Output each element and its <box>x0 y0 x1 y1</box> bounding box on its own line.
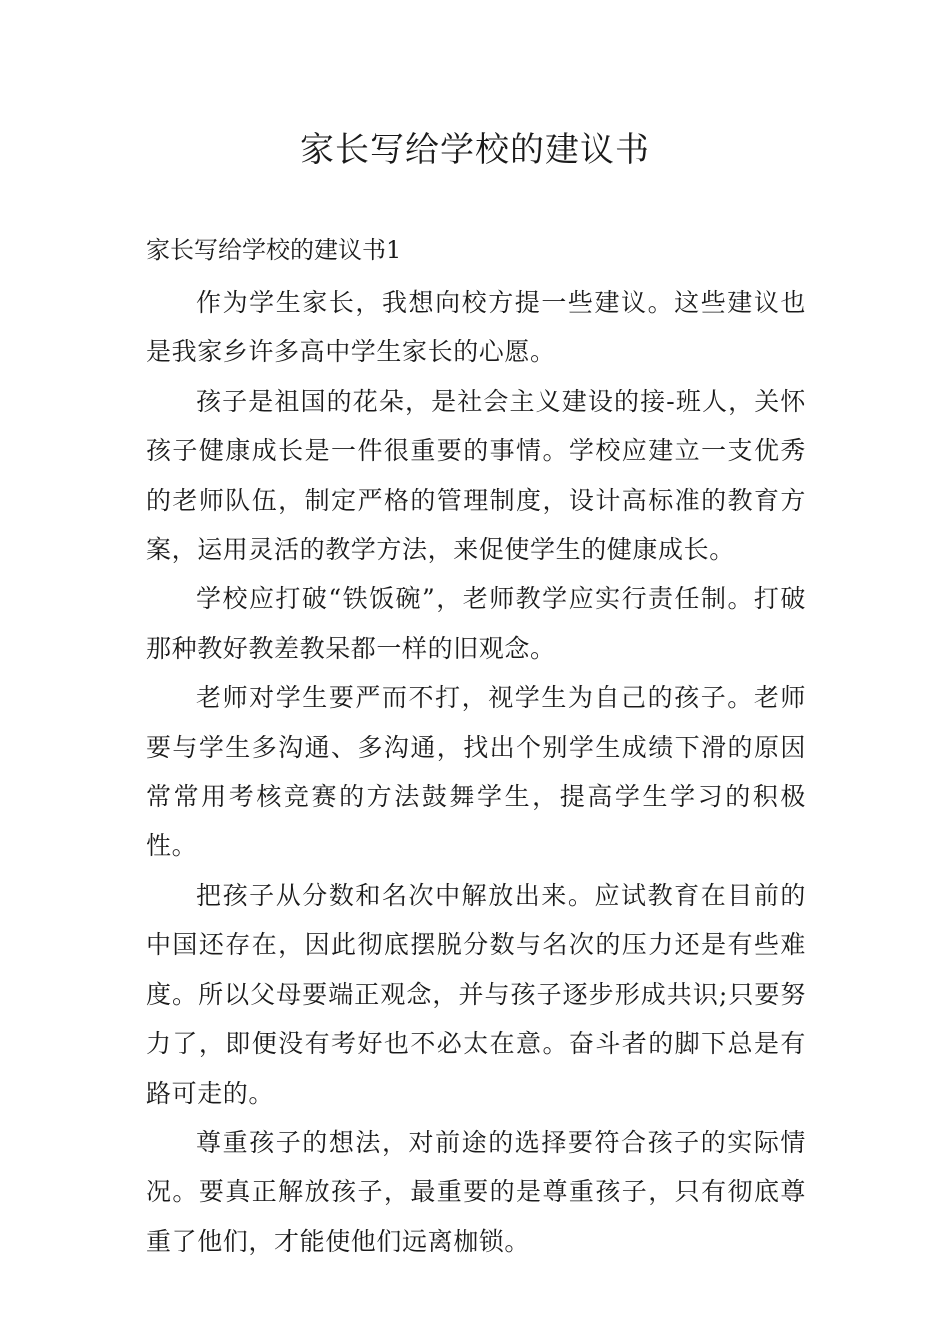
paragraph: 孩子是祖国的花朵，是社会主义建设的接-班人，关怀孩子健康成长是一件很重要的事情。学校应建立一支优秀的老师队伍，制定严格的管理制度，设计高标准的教育方案，运用灵活的教学方法，来促使学生的健康成长。 <box>146 386 806 565</box>
paragraph: 尊重孩子的想法，对前途的选择要符合孩子的实际情况。要真正解放孩子，最重要的是尊重孩子，只有彻底尊重了他们，才能使他们远离枷锁。 <box>146 1127 806 1256</box>
document-title: 家长写给学校的建议书 <box>300 130 650 170</box>
paragraph: 作为学生家长，我想向校方提一些建议。这些建议也是我家乡许多高中学生家长的心愿。 <box>146 288 806 367</box>
section-subtitle: 家长写给学校的建议书1 <box>146 236 402 264</box>
document-body <box>146 278 806 1266</box>
paragraph: 老师对学生要严而不打，视学生为自己的孩子。老师要与学生多沟通、多沟通，找出个别学生成绩下滑的原因常常用考核竞赛的方法鼓舞学生，提高学生学习的积极性。 <box>146 683 806 861</box>
paragraph: 学校应打破“铁饭碗”，老师教学应实行责任制。打破那种教好教差教呆都一样的旧观念。 <box>146 584 806 663</box>
paragraph: 把孩子从分数和名次中解放出来。应试教育在目前的中国还存在，因此彻底摆脱分数与名次的压力还是有些难度。所以父母要端正观念，并与孩子逐步形成共识;只要努力了，即便没有考好也不必太在意。奋斗者的脚下总是有路可走的。 <box>146 880 806 1108</box>
